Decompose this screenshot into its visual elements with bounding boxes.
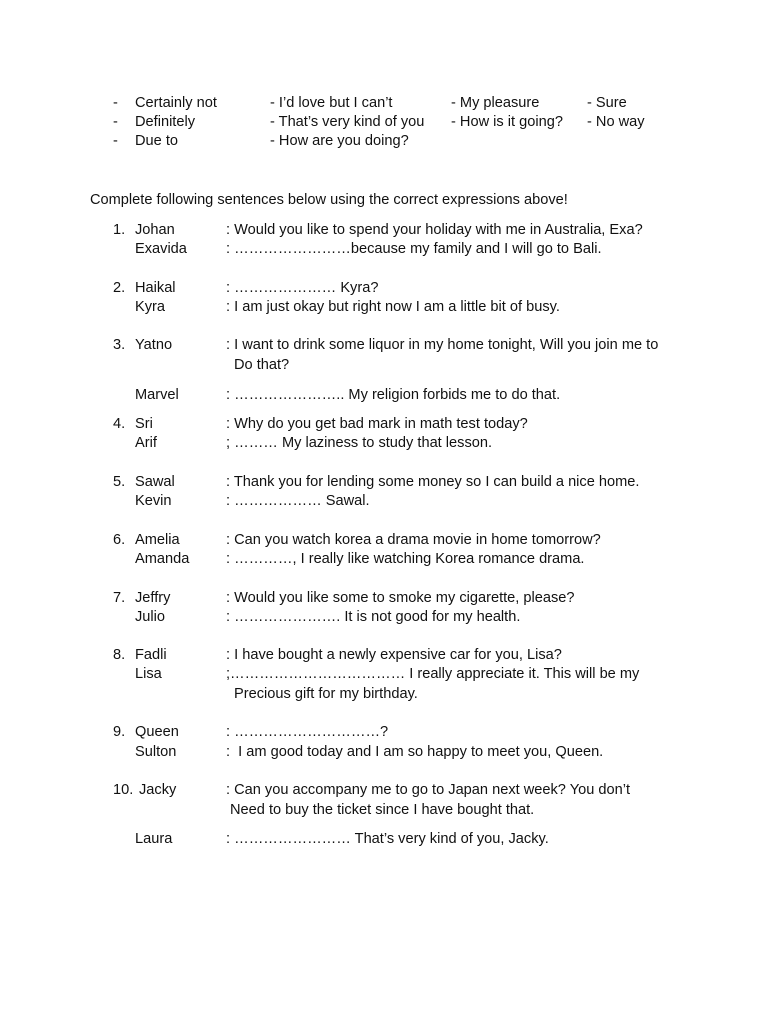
expression-item: Due to bbox=[135, 133, 178, 149]
dialogue-line bbox=[0, 473, 768, 493]
dialogue-text: : I am just okay but right now I am a little bit of busy. bbox=[226, 299, 560, 315]
question-number: 7. bbox=[113, 590, 126, 606]
speaker-name: Kevin bbox=[135, 493, 172, 509]
dialogue-text: : ……………………because my family and I will go to Bali. bbox=[226, 241, 602, 257]
speaker-name: Sulton bbox=[135, 744, 177, 760]
dialogue-text: : Can you watch korea a drama movie in home tomorrow? bbox=[226, 532, 601, 548]
speaker-name: Laura bbox=[135, 831, 173, 847]
speaker-name: Julio bbox=[135, 609, 166, 625]
expression-item: - My pleasure bbox=[451, 95, 540, 111]
dialogue-line bbox=[0, 415, 768, 435]
dialogue-line bbox=[0, 492, 768, 512]
dialogue-line bbox=[0, 646, 768, 666]
dialogue-text: : Thank you for lending some money so I can build a nice home. bbox=[226, 474, 640, 490]
speaker-name: Sawal bbox=[135, 474, 175, 490]
speaker-name: Jacky bbox=[139, 782, 177, 798]
expression-item: - Sure bbox=[587, 95, 627, 111]
question-number: 2. bbox=[113, 280, 126, 296]
speaker-name: Sri bbox=[135, 416, 153, 432]
speaker-name: Amanda bbox=[135, 551, 190, 567]
dialogue-text: : Can you accompany me to go to Japan next week? You don’t bbox=[226, 782, 631, 798]
instruction-text: Complete following sentences below using the correct expressions above! bbox=[90, 192, 568, 208]
speaker-name: Lisa bbox=[135, 666, 162, 682]
question-number: 6. bbox=[113, 532, 126, 548]
speaker-name: Exavida bbox=[135, 241, 187, 257]
dialogue-line bbox=[0, 336, 768, 356]
dialogue-line bbox=[0, 781, 768, 801]
dialogue-text: : I want to drink some liquor in my home tonight, Will you join me to bbox=[226, 337, 659, 353]
question-number: 1. bbox=[113, 222, 126, 238]
expression-item: - I’d love but I can’t bbox=[270, 95, 393, 111]
dialogue-continuation: Precious gift for my birthday. bbox=[234, 686, 418, 702]
question-number: 4. bbox=[113, 416, 126, 432]
dialogue-text: : Would you like to spend your holiday with me in Australia, Exa? bbox=[226, 222, 643, 238]
question-number: 5. bbox=[113, 474, 126, 490]
dialogue-text: : Would you like some to smoke my cigarette, please? bbox=[226, 590, 575, 606]
dialogue-line bbox=[0, 608, 768, 628]
dialogue-line bbox=[0, 743, 768, 763]
dialogue-text: : …………………… That’s very kind of you, Jacky. bbox=[226, 831, 549, 847]
dialogue-text: : I am good today and I am so happy to meet you, Queen. bbox=[226, 744, 604, 760]
dialogue-line bbox=[0, 434, 768, 454]
dialogue-line bbox=[0, 298, 768, 318]
expression-item: - No way bbox=[587, 114, 645, 130]
speaker-name: Jeffry bbox=[135, 590, 171, 606]
dialogue-line bbox=[0, 723, 768, 743]
expression-item: Certainly not bbox=[135, 95, 217, 111]
dialogue-continuation: Need to buy the ticket since I have bought that. bbox=[230, 802, 535, 818]
expression-item: - How is it going? bbox=[451, 114, 563, 130]
question-number: 8. bbox=[113, 647, 126, 663]
dialogue-text: : …………………………? bbox=[226, 724, 389, 740]
expression-item: - That’s very kind of you bbox=[270, 114, 425, 130]
dialogue-line bbox=[0, 665, 768, 685]
bullet: - bbox=[113, 133, 118, 149]
speaker-name: Johan bbox=[135, 222, 175, 238]
speaker-name: Amelia bbox=[135, 532, 180, 548]
dialogue-text: : I have bought a newly expensive car for you, Lisa? bbox=[226, 647, 562, 663]
dialogue-line bbox=[0, 240, 768, 260]
dialogue-text: : ………………… Kyra? bbox=[226, 280, 379, 296]
expression-item: - How are you doing? bbox=[270, 133, 409, 149]
dialogue-line bbox=[0, 830, 768, 850]
speaker-name: Kyra bbox=[135, 299, 166, 315]
dialogue-text: : …………, I really like watching Korea romance drama. bbox=[226, 551, 585, 567]
dialogue-line bbox=[0, 550, 768, 570]
speaker-name: Haikal bbox=[135, 280, 176, 296]
dialogue-text: ; ……… My laziness to study that lesson. bbox=[226, 435, 493, 451]
expression-row bbox=[0, 132, 768, 152]
dialogue-line bbox=[0, 386, 768, 406]
dialogue-text: : Why do you get bad mark in math test today? bbox=[226, 416, 528, 432]
expression-row bbox=[0, 94, 768, 114]
dialogue-text: ;……………………………… I really appreciate it. This will be my bbox=[226, 666, 640, 682]
speaker-name: Marvel bbox=[135, 387, 179, 403]
expression-item: Definitely bbox=[135, 114, 196, 130]
dialogue-text: : ………………….. My religion forbids me to do that. bbox=[226, 387, 561, 403]
question-number: 9. bbox=[113, 724, 126, 740]
dialogue-line bbox=[0, 589, 768, 609]
bullet: - bbox=[113, 114, 118, 130]
dialogue-continuation: Do that? bbox=[234, 357, 290, 373]
dialogue-text: : ……………… Sawal. bbox=[226, 493, 370, 509]
bullet: - bbox=[113, 95, 118, 111]
dialogue-line bbox=[0, 221, 768, 241]
speaker-name: Yatno bbox=[135, 337, 173, 353]
dialogue-line bbox=[0, 279, 768, 299]
expression-row bbox=[0, 113, 768, 133]
speaker-name: Queen bbox=[135, 724, 179, 740]
speaker-name: Fadli bbox=[135, 647, 167, 663]
question-number: 3. bbox=[113, 337, 126, 353]
speaker-name: Arif bbox=[135, 435, 157, 451]
dialogue-line bbox=[0, 531, 768, 551]
question-number: 10. bbox=[113, 782, 134, 798]
dialogue-text: : …………………. It is not good for my health. bbox=[226, 609, 521, 625]
